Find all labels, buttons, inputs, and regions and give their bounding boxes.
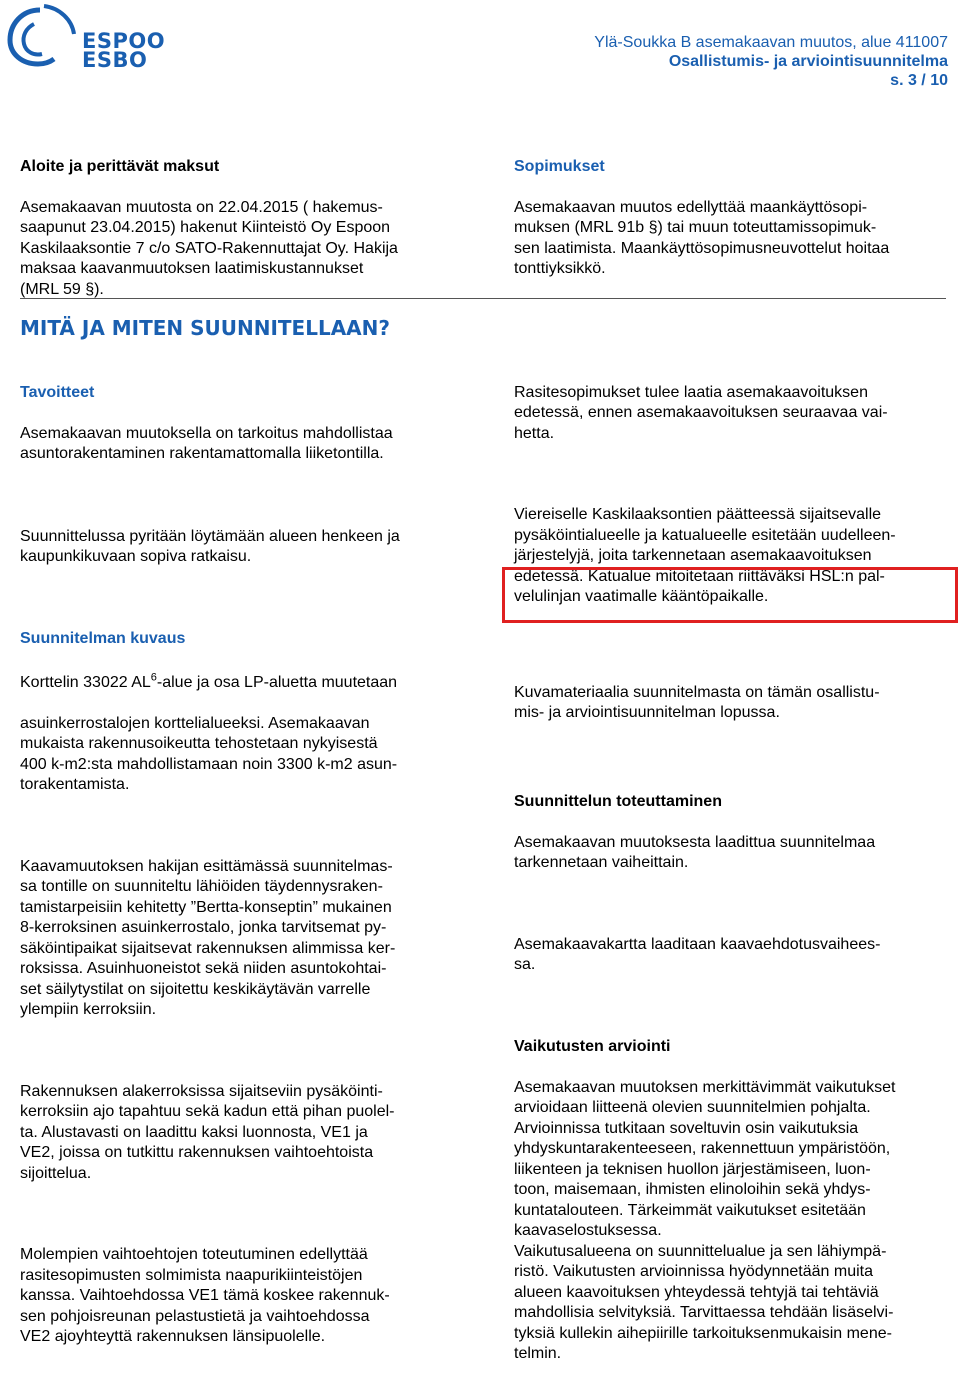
kuvaus-paragraph-3: Rakennuksen alakerroksissa sijaitseviin pysäköinti- kerroksiin ajo tapahtuu sekä kadun että pihan puolel- ta. Alustavasti on laadittu kaksi luonnosta, VE1 ja VE2, joissa on tutkittu rakennuksen vaihtoehtoista sijoittelua. xyxy=(20,1082,395,1182)
sopimukset-section xyxy=(514,136,954,300)
espoo-emblem-icon xyxy=(4,2,84,68)
sopimukset-text: Asemakaavan muutos edellyttää maankäyttösopi- muksen (MRL 91b §) tai muun toteuttamissopimuk- sen laatimista. Maankäyttösopimusneuvottelut hoitaa tonttiyksikkö. xyxy=(514,198,890,277)
kuvaus-pre: Korttelin 33022 AL xyxy=(20,673,151,691)
tavoitteet-heading: Tavoitteet xyxy=(20,383,95,401)
tavoitteet-text: Asemakaavan muutoksella on tarkoitus mahdollistaa asuntorakentaminen rakentamattomalla liiketontilla. xyxy=(20,424,393,462)
rasite-text: Rasitesopimukset tulee laatia asemakaavoituksen edetessä, ennen asemakaavoituksen seuraavaa vai- hetta. xyxy=(514,383,888,442)
page-number: s. 3 / 10 xyxy=(890,72,948,89)
kuvaus-paragraph-4: Molempien vaihtoehtojen toteutuminen edellyttää rasitesopimusten solmimista naapurikiinteistöjen kanssa. Vaihtoehdossa VE1 tämä koskee rakennuk- sen pohjoisreunan pelastustietä ja vaihtoehdossa VE2 ajoyhteyttä rakennuksen länsipuolelle. xyxy=(20,1246,390,1345)
document-subtitle: Osallistumis- ja arviointisuunnitelma xyxy=(668,53,948,70)
sopimukset-heading: Sopimukset xyxy=(514,157,605,175)
document-header xyxy=(594,33,948,90)
tavoitteet-text-2: Suunnittelussa pyritään löytämään alueen henkeen ja kaupunkikuvaan sopiva ratkaisu. xyxy=(20,527,400,565)
kuvaus-paragraph-2: Kaavamuutoksen hakijan esittämässä suunnitelmas- sa tontille on suunniteltu lähiöiden täydennysraken- tamistarpeisiin kehitetty ”Bertta-konseptin” mukainen 8-kerroksinen asuinkerrostalo, jonka tarvitsemat py- säköintipaikat sijaitsevat rakennuksen alimmissa ker- roksissa. Asuinhuoneistot sekä niiden asuntokohtai- set säilytystilat on sijoitettu keskikäytävän varrelle ylempiin kerroksiin. xyxy=(20,857,396,1018)
kartta-text: Asemakaavakartta laaditaan kaavaehdotusvaihees- sa. xyxy=(514,935,881,973)
viereiselle-text: Viereiselle Kaskilaaksontien päätteessä sijaitsevalle pysäköintialueelle ja katualueelle esitetään uudelleen- järjestelyjä, joita tarkennetaan asemakaavoituksen edetessä. Katualue mitoitetaan riittäväksi HSL:n pal- velulinjan vaatimalle kääntöpaikalle. xyxy=(514,506,896,605)
toteuttaminen-heading: Suunnittelun toteuttaminen xyxy=(514,792,722,810)
section-title: MITÄ JA MITEN SUUNNITELLAAN? xyxy=(20,316,390,340)
aloite-text: Asemakaavan muutosta on 22.04.2015 ( hakemus- saapunut 23.04.2015) hakenut Kiinteistö Oy Espoon Kaskilaaksontie 7 c/o SATO-Rakennuttajat Oy. Hakija maksaa kaavanmuutoksen laatimiskustannukset (MRL 59 §). xyxy=(20,198,398,298)
espoo-logo xyxy=(4,2,166,72)
kuvaus-heading: Suunnitelman kuvaus xyxy=(20,629,186,647)
kuvaus-first-line xyxy=(20,673,480,694)
logo-text-esbo: ESBO xyxy=(82,48,148,72)
aloite-heading: Aloite ja perittävät maksut xyxy=(20,157,220,175)
highlight-box xyxy=(502,567,958,623)
right-column xyxy=(514,362,954,1385)
left-column xyxy=(20,362,480,1368)
kuvamateriaali-note: Kuvamateriaalia suunnitelmasta on tämän osallistu- mis- ja arviointisuunnitelman lopussa. xyxy=(514,683,880,721)
logo-text-espoo: ESPOO xyxy=(82,29,166,53)
vaikutusten-text: Asemakaavan muutoksen merkittävimmät vaikutukset arvioidaan liitteenä olevien suunnitelmien pohjalta. Arvioinnissa tutkitaan soveltuvin osin vaikutuksia yhdyskuntarakenteeseen, rakennettuun ympäristöön, liikenteen ja teknisen huollon järjestämiseen, luon- toon, maisemaan, ihmisten elinoloihin sekä yhdys- kuntatalouteen. Tärkeimmät vaikutukset esitetään kaavaselostuksessa. Vaikutusalueena on suunnittelualue ja sen lähiympä- ristö. Vaikutusten arvioinnissa hyödynnetään muita alueen kaavoituksen yhteydessä tehtyjä tai tehtäviä mahdollisia selvityksiä. Tarvittaessa tehdään lisäselvi- tyksiä kullekin aihepiirille tarkoituksenmukaisin mene- telmin. xyxy=(514,1078,896,1362)
vaikutusten-heading: Vaikutusten arviointi xyxy=(514,1037,671,1055)
toteuttaminen-text: Asemakaavan muutoksesta laadittua suunnitelmaa tarkennetaan vaiheittain. xyxy=(514,833,876,871)
document-title: Ylä-Soukka B asemakaavan muutos, alue 411007 xyxy=(594,34,948,51)
kuvaus-text: asuinkerrostalojen korttelialueeksi. Asemakaavan mukaista rakennusoikeutta tehostetaan nykyisestä 400 k-m2:sta mahdollistamaan noin 3300 k-m2 asun- torakentamista. xyxy=(20,714,398,793)
section-divider xyxy=(20,298,946,299)
kuvaus-post: -alue ja osa LP-aluetta muutetaan xyxy=(156,673,398,691)
kuvaus-sup: 6 xyxy=(150,671,157,684)
aloite-section xyxy=(20,136,470,321)
